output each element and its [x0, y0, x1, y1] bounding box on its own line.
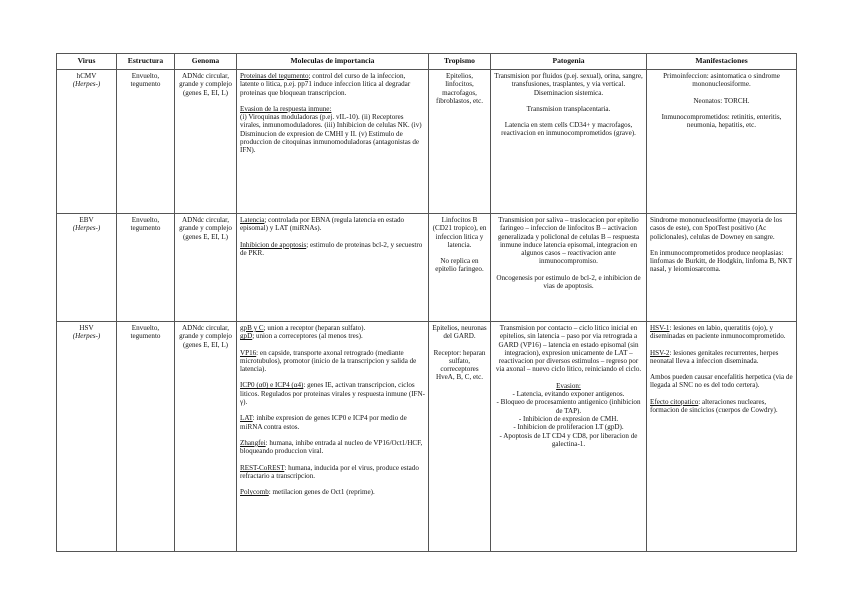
molecule-entry: Polycomb: metilacion genes de Oct1 (reprime). [240, 488, 375, 497]
header-moleculas: Moleculas de importancia [237, 54, 429, 70]
molecule-entry: Latencia; controlada por EBNA (regula latencia en estado episomal) y LAT (miRNAs). [240, 216, 405, 233]
table-row-hsv [57, 322, 797, 552]
tropismo-cell: Linfocitos B (CD21 tropico), en infeccion litica y latencia. No replica en epitelio faringeo. [429, 214, 491, 322]
manifestation-entry: Ambos pueden causar encefalitis herpetica (via de llegada al SNC no es del todo certera). [650, 373, 793, 390]
estructura-cell: Envuelto, tegumento [117, 322, 175, 552]
molecule-entry: Evasion de la respuesta inmune: (i) Viroquinas moduladoras (p.ej. vIL-10). (ii) Receptores virales, inmunomoduladores. (iii) Inhibicion de celulas NK. (iv) Disminucion de expresion de CMHI y II. (v) Estimulo de produccion de citoquinas inmunomoduladoras (antagonistas de IFN). [240, 104, 422, 155]
tropismo-cell: Epitelios, linfocitos, macrofagos, fibroblastos, etc. [429, 70, 491, 214]
table-header-row [57, 54, 797, 70]
table-row-hcmv [57, 70, 797, 214]
table-row-ebv [57, 214, 797, 322]
tropismo-cell: Epitelios, neuronas del GARD. Receptor: heparan sulfato, correceptores HveA, B, C, etc. [429, 322, 491, 552]
virus-family: (Herpes-) [72, 332, 101, 341]
molecule-entry: Proteinas del tegumento; control del curso de la infeccion, latente o litica, p.ej. pp71 induce infeccion litica al degradar proteinas que bloquean transcripcion. [240, 72, 411, 97]
header-genoma: Genoma [175, 54, 237, 70]
molecule-entry: gpB y C; union a receptor (heparan sulfato). gpD; union a correceptores (al menos tres). [240, 324, 366, 341]
genoma-cell: ADNdc circular, grande y complejo (genes E, EI, L) [175, 70, 237, 214]
manifestaciones-cell: Sindrome mononucleosiforme (mayoria de los casos de este), con SpotTest positivo (Ac policlonales), celulas de Downey en sangre. En inmunocomprometidos produce neoplasias: linfomas de Burkitt, de Hodgkin, linfoma B, NKT nasal, y leiomiosarcoma. [647, 214, 797, 322]
molecule-entry: VP16: en capside, transporte axonal retrogrado (mediante microtubulos), promotor (inicio de la transcripcion y salida de latencia). [240, 348, 417, 374]
virus-name: HSV [79, 324, 94, 332]
estructura-cell: Envuelto, tegumento [117, 70, 175, 214]
virus-cell [57, 214, 117, 322]
moleculas-cell [237, 214, 429, 322]
virus-name: EBV [79, 216, 94, 224]
molecule-entry: ICP0 (α0) e ICP4 (α4): genes IE, activan transcripcion, ciclos liticos. Regulados por proteinas virales y respuesta inmune (IFN-γ). [240, 381, 425, 407]
evasion-title: Evasion: [556, 381, 581, 390]
virus-cell [57, 322, 117, 552]
header-virus: Virus [57, 54, 117, 70]
patogenia-cell: Transmision por contacto – ciclo litico inicial en epitelios, sin latencia – paso por via retrograda a GARD (VP16) – latencia en estado episomal (sin integracion), expresion unicamente de LAT – reactivacion por diversos estimulos – regreso por via axonal – nuevo ciclo litico, reiniciando el ciclo. Evasion: - Latencia, evitando exponer antigenos. - Bloqueo de procesamiento antigenico (inhibicion de TAP). - Inhibicion de expresion de CMH. - Inhibicion de proliferacion LT (gpD). - Apoptosis de LT CD4 y CD8, por liberacion de galectina-1. [491, 322, 647, 552]
molecule-entry: REST-CoREST: humana, inducida por el virus, produce estado refractario a transcripcion. [240, 463, 419, 480]
virus-name: hCMV [76, 72, 97, 80]
header-manifestaciones: Manifestaciones [647, 54, 797, 70]
virus-family: (Herpes-) [72, 80, 101, 89]
manifestaciones-cell: Primoinfeccion: asintomatica o sindrome mononucleosiforme. Neonatos: TORCH. Inmunocomprometidos: retinitis, enteritis, neumonia, hepatitis, etc. [647, 70, 797, 214]
virus-table [56, 53, 797, 552]
estructura-cell: Envuelto, tegumento [117, 214, 175, 322]
molecule-entry: Inhibicion de apoptosis; estimulo de proteinas bcl-2, y secuestro de PKR. [240, 240, 423, 257]
header-estructura: Estructura [117, 54, 175, 70]
header-patogenia: Patogenia [491, 54, 647, 70]
moleculas-cell [237, 70, 429, 214]
manifestation-entry: HSV-2: lesiones genitales recurrentes, herpes neonatal lleva a infeccion diseminada. [650, 348, 779, 365]
genoma-cell: ADNdc circular, grande y complejo (genes E, EI, L) [175, 214, 237, 322]
patogenia-cell: Transmision por fluidos (p.ej. sexual), orina, sangre, transfusiones, trasplantes, y via vertical. Diseminacion sistemica. Transmision transplacentaria. Latencia en stem cells CD34+ y macrofagos, reactivacion en inmunocomprometidos (grave). [491, 70, 647, 214]
manifestaciones-cell [647, 322, 797, 552]
patogenia-cell: Transmision por saliva – traslocacion por epitelio faringeo – infeccion de linfocitos B – activacion generalizada y policlonal de celulas B – respuesta inmune induce latencia episomal, integracion en algunos casos – reactivacion ante inmunocompromiso. Oncogenesis por estimulo de bcl-2, e inhibicion de vias de apoptosis. [491, 214, 647, 322]
molecule-entry: Zhangfei: humana, inhibe entrada al nucleo de VP16/Oct1/HCF, bloqueando produccion viral. [240, 438, 423, 456]
manifestation-entry: Efecto citopatico: alteraciones nucleares, formacion de sincicios (cuerpos de Cowdry). [650, 397, 778, 415]
manifestation-entry: HSV-1: lesiones en labio, queratitis (ojo), y diseminadas en paciente inmunocomprometido. [650, 324, 786, 341]
header-tropismo: Tropismo [429, 54, 491, 70]
virus-family: (Herpes-) [72, 224, 101, 233]
genoma-cell: ADNdc circular, grande y complejo (genes E, EI, L) [175, 322, 237, 552]
moleculas-cell [237, 322, 429, 552]
virus-cell [57, 70, 117, 214]
molecule-entry: LAT: inhibe expresion de genes ICP0 e ICP4 por medio de miRNA contra estos. [240, 414, 407, 431]
